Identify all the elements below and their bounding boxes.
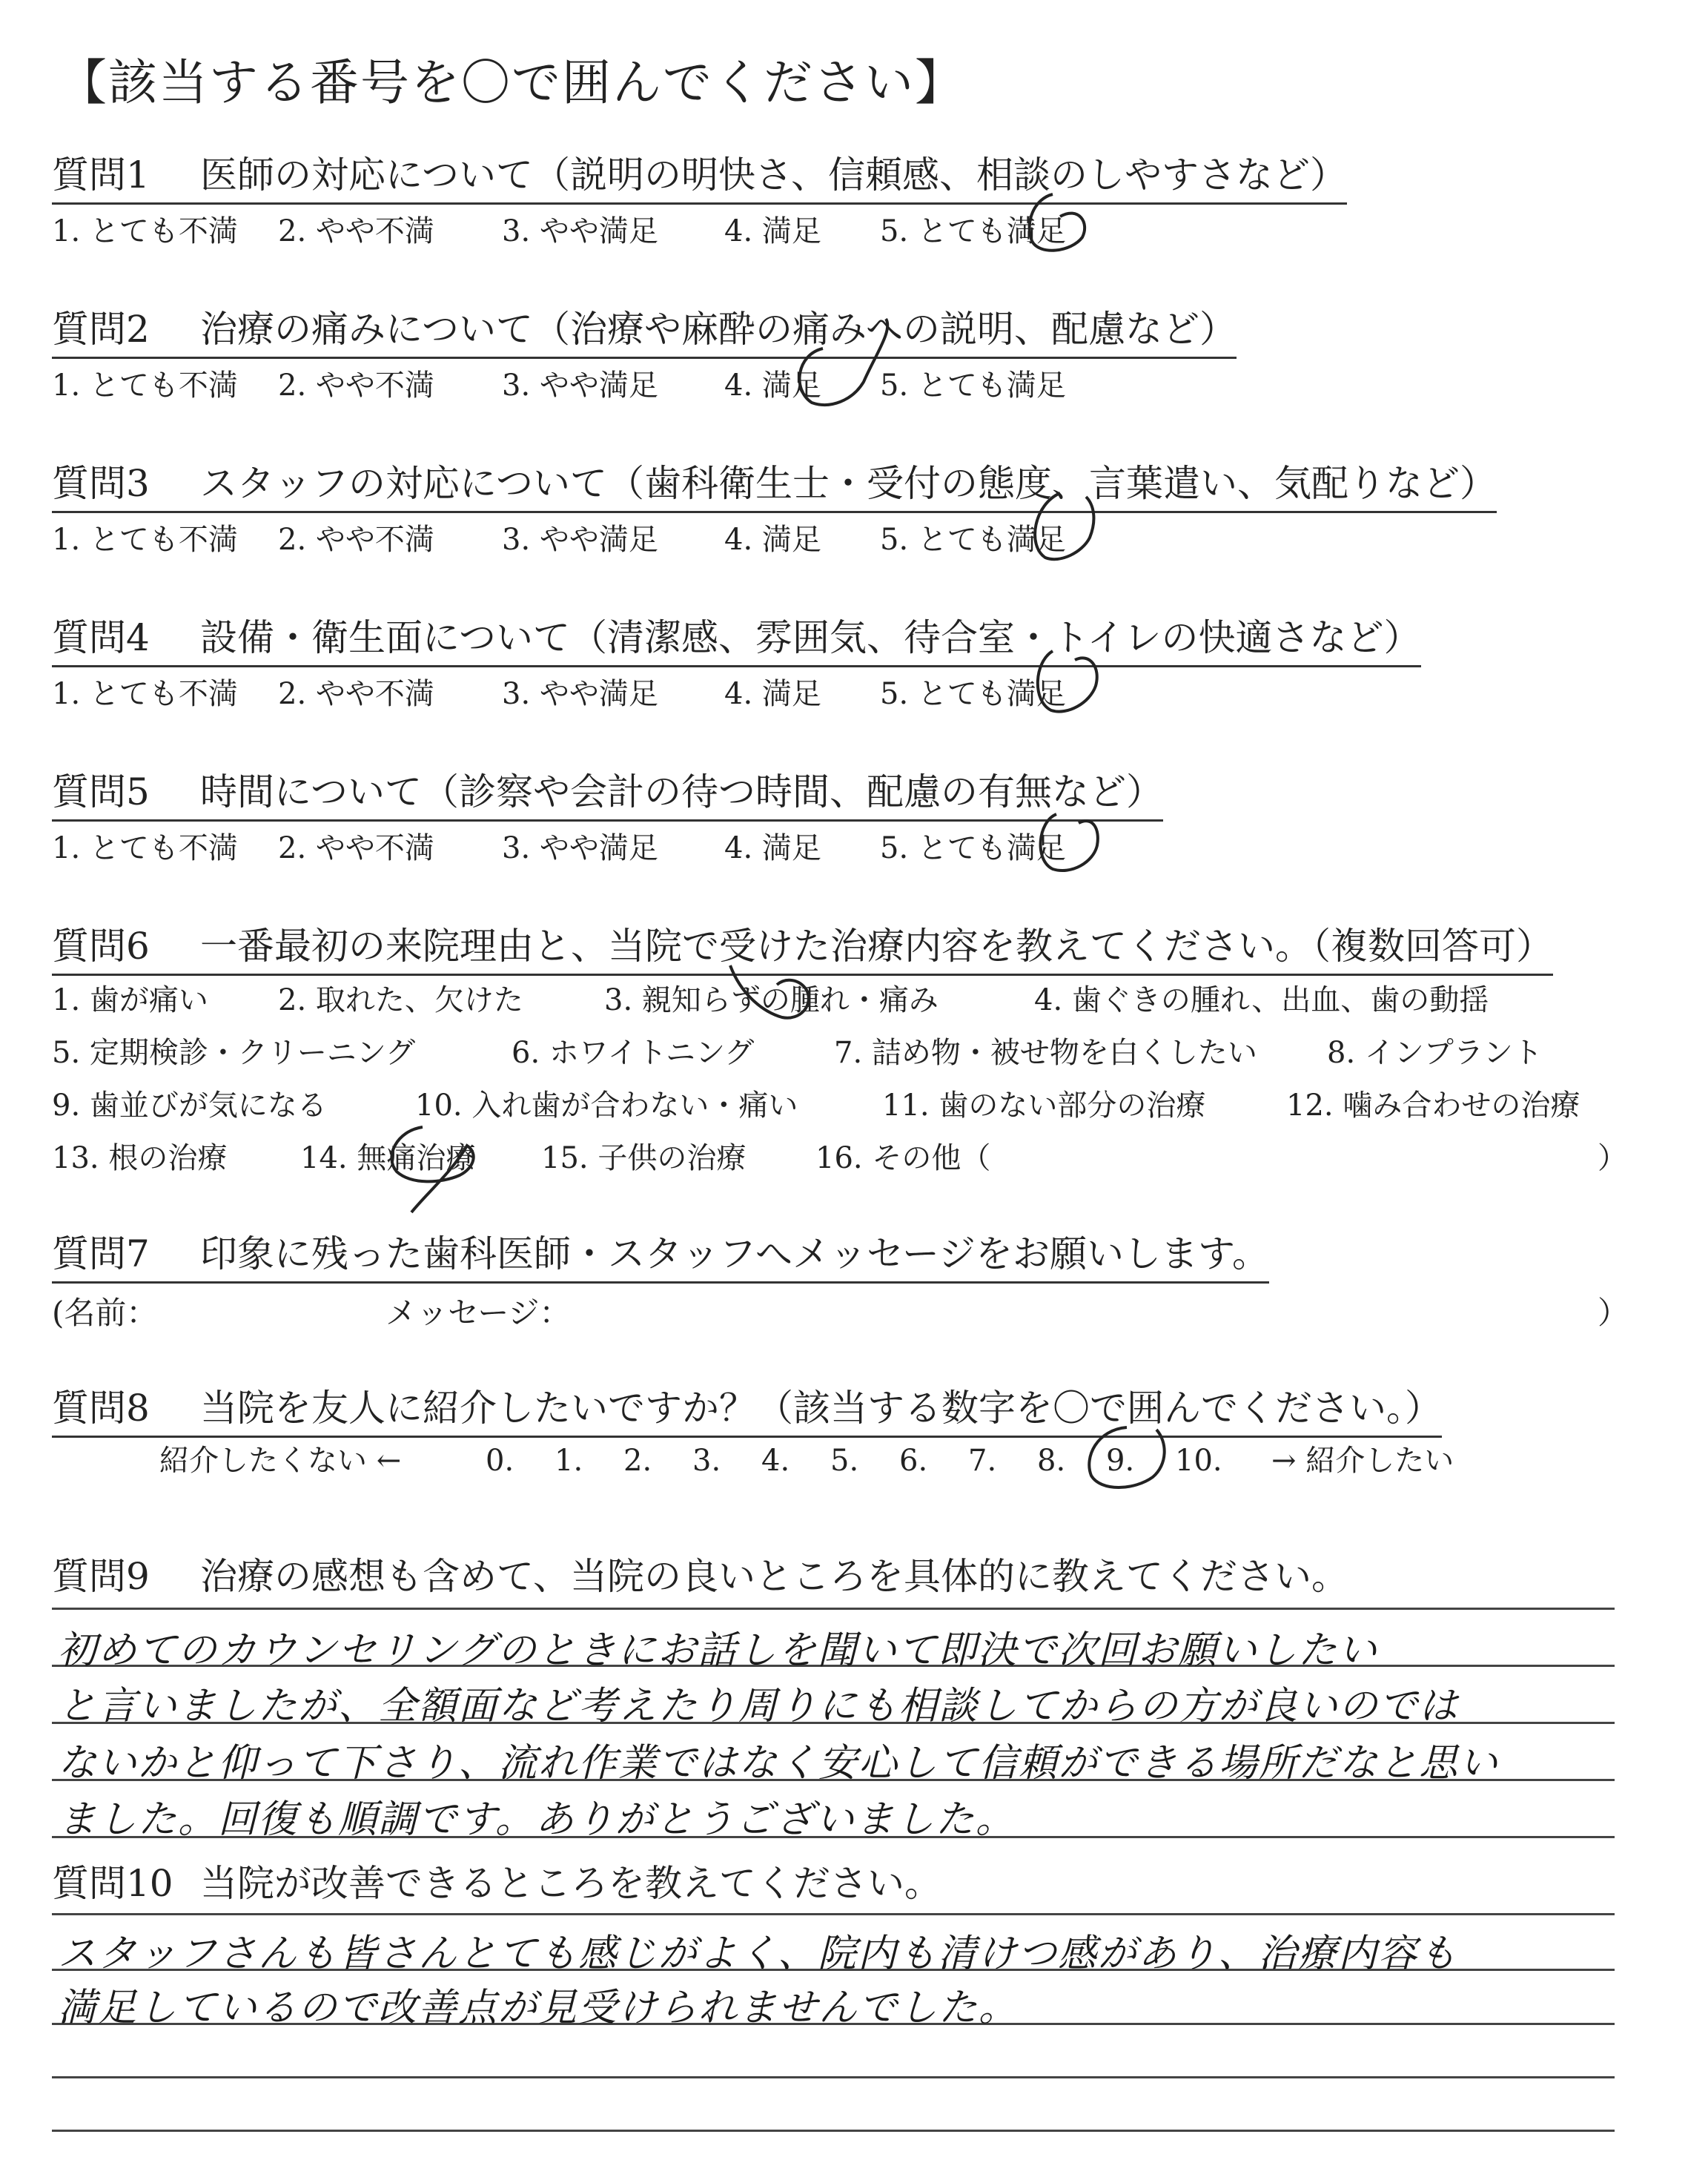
q5-heading	[52, 769, 1163, 822]
q8-score-0[interactable]: 0.	[486, 1444, 514, 1478]
q2-option-4[interactable]: 4. 満足	[724, 369, 821, 403]
q1-heading	[52, 152, 1347, 205]
q3-option-5[interactable]: 5. とても満足	[880, 523, 1066, 557]
q3-options	[52, 521, 1066, 558]
q1-option-3[interactable]: 3. やや満足	[502, 214, 658, 248]
q4-number: 質問4	[52, 616, 150, 659]
q6-option-14[interactable]: 14. 無痛治療	[300, 1141, 476, 1175]
q6-heading	[52, 923, 1553, 976]
q10-line-3	[52, 2076, 1615, 2078]
q4-option-1[interactable]: 1. とても不満	[52, 677, 238, 711]
q10-text: 当院が改善できるところを教えてください。	[200, 1862, 941, 1905]
q6-option-15[interactable]: 15. 子供の治療	[541, 1141, 747, 1175]
q6-option-2[interactable]: 2. 取れた、欠けた	[278, 983, 523, 1017]
q5-option-3[interactable]: 3. やや満足	[502, 831, 658, 865]
q4-option-3[interactable]: 3. やや満足	[502, 677, 658, 711]
q7-close: ）	[1598, 1295, 1629, 1331]
q6-option-4[interactable]: 4. 歯ぐきの腫れ、出血、歯の動揺	[1034, 983, 1489, 1017]
q4-text: 設備・衛生面について（清潔感、雰囲気、待合室・トイレの快適さなど）	[200, 616, 1421, 659]
q2-option-5[interactable]: 5. とても満足	[880, 369, 1066, 403]
q4-heading	[52, 615, 1421, 667]
q9-heading	[52, 1547, 1348, 1600]
q7-text: 印象に残った歯科医師・スタッフへメッセージをお願いします。	[200, 1232, 1269, 1275]
q3-option-2[interactable]: 2. やや不満	[278, 523, 434, 557]
q7-name-label: (名前：	[52, 1295, 158, 1331]
q2-text: 治療の痛みについて（治療や麻酔の痛みへの説明、配慮など）	[200, 308, 1237, 351]
q3-option-3[interactable]: 3. やや満足	[502, 523, 658, 557]
q2-option-3[interactable]: 3. やや満足	[502, 369, 658, 403]
q6-option-9[interactable]: 9. 歯並びが気になる	[52, 1089, 327, 1123]
q6-option-5[interactable]: 5. 定期検診・クリーニング	[52, 1036, 416, 1070]
q10-answer-line-2[interactable]: 満足しているので改善点が見受けられませんでした。	[58, 1986, 1019, 2030]
q6-option-3[interactable]: 3. 親知らずの腫れ・痛み	[604, 983, 939, 1017]
q8-score-2[interactable]: 2.	[623, 1444, 652, 1478]
q8-scale	[159, 1442, 1454, 1479]
q7-message-label: メッセージ：	[385, 1295, 571, 1331]
q9-answer-line-4[interactable]: ました。回復も順調です。ありがとうございました。	[58, 1797, 1016, 1842]
q6-option-7[interactable]: 7. 詰め物・被せ物を白くしたい	[834, 1036, 1257, 1070]
q6-option-16[interactable]: 16. その他（	[815, 1141, 991, 1175]
q5-option-1[interactable]: 1. とても不満	[52, 831, 238, 865]
q10-line-4	[52, 2130, 1615, 2132]
q6-option-1[interactable]: 1. 歯が痛い	[52, 983, 208, 1017]
q8-text: 当院を友人に紹介したいですか？（該当する数字を〇で囲んでください。）	[200, 1387, 1442, 1430]
q6-option-8[interactable]: 8. インプラント	[1327, 1036, 1543, 1070]
q1-option-4[interactable]: 4. 満足	[724, 214, 821, 248]
q3-heading	[52, 460, 1497, 513]
q8-score-3[interactable]: 3.	[692, 1444, 721, 1478]
q4-option-4[interactable]: 4. 満足	[724, 677, 821, 711]
q1-text: 医師の対応について（説明の明快さ、信頼感、相談のしやすさなど）	[200, 153, 1347, 196]
q8-score-5[interactable]: 5.	[830, 1444, 859, 1478]
q5-option-2[interactable]: 2. やや不満	[278, 831, 434, 865]
q5-number: 質問5	[52, 770, 150, 813]
q9-answer-line-3[interactable]: ないかと仰って下さり、流れ作業ではなく安心して信頼ができる場所だなと思い	[58, 1741, 1500, 1786]
q2-number: 質問2	[52, 308, 150, 351]
q6-option-11[interactable]: 11. 歯のない部分の治療	[882, 1089, 1206, 1123]
q3-number: 質問3	[52, 462, 150, 505]
q1-option-2[interactable]: 2. やや不満	[278, 214, 434, 248]
q2-heading	[52, 306, 1237, 359]
q4-option-2[interactable]: 2. やや不満	[278, 677, 434, 711]
q4-option-5[interactable]: 5. とても満足	[880, 677, 1066, 711]
q2-option-2[interactable]: 2. やや不満	[278, 369, 434, 403]
q8-score-7[interactable]: 7.	[968, 1444, 997, 1478]
q8-score-4[interactable]: 4.	[761, 1444, 790, 1478]
q1-number: 質問1	[52, 153, 150, 196]
q6-option-13[interactable]: 13. 根の治療	[52, 1141, 228, 1175]
q5-option-4[interactable]: 4. 満足	[724, 831, 821, 865]
q1-option-1[interactable]: 1. とても不満	[52, 214, 238, 248]
q6-other-close: ）	[1598, 1141, 1627, 1175]
q9-number: 質問9	[52, 1555, 150, 1598]
q8-score-6[interactable]: 6.	[899, 1444, 928, 1478]
q10-line-top	[52, 1913, 1615, 1915]
q9-answer-line-2[interactable]: と言いましたが、全額面など考えたり周りにも相談してからの方が良いのでは	[58, 1684, 1460, 1728]
q2-option-1[interactable]: 1. とても不満	[52, 369, 238, 403]
q8-left-label: 紹介したくない ←	[159, 1444, 402, 1478]
q6-option-6[interactable]: 6. ホワイトニング	[512, 1036, 755, 1070]
q5-options	[52, 830, 1066, 867]
q2-options	[52, 367, 1066, 404]
q6-number: 質問6	[52, 925, 150, 968]
page-title: 【該当する番号を〇で囲んでください】	[58, 54, 965, 111]
q5-text: 時間について（診察や会計の待つ時間、配慮の有無など）	[200, 770, 1163, 813]
q6-option-10[interactable]: 10. 入れ歯が合わない・痛い	[415, 1089, 798, 1123]
q8-score-1[interactable]: 1.	[555, 1444, 583, 1478]
q8-right-label: → 紹介したい	[1271, 1444, 1454, 1478]
q9-answer-line-1[interactable]: 初めてのカウンセリングのときにお話しを聞いて即決で次回お願いしたい	[58, 1628, 1378, 1673]
q8-score-9[interactable]: 9.	[1106, 1444, 1135, 1478]
q6-option-12[interactable]: 12. 噛み合わせの治療	[1286, 1089, 1580, 1123]
q7-heading	[52, 1231, 1269, 1284]
q9-text: 治療の感想も含めて、当院の良いところを具体的に教えてください。	[200, 1555, 1348, 1598]
q4-options	[52, 676, 1066, 713]
q8-heading	[52, 1385, 1442, 1438]
q3-option-1[interactable]: 1. とても不満	[52, 523, 238, 557]
q8-number: 質問8	[52, 1387, 150, 1430]
q10-heading	[52, 1854, 941, 1907]
q10-answer-line-1[interactable]: スタッフさんも皆さんとても感じがよく、院内も清けつ感があり、治療内容も	[58, 1932, 1458, 1976]
q8-score-8[interactable]: 8.	[1037, 1444, 1066, 1478]
q5-option-5[interactable]: 5. とても満足	[880, 831, 1066, 865]
q3-option-4[interactable]: 4. 満足	[724, 523, 821, 557]
q6-text: 一番最初の来院理由と、当院で受けた治療内容を教えてください。（複数回答可）	[200, 925, 1553, 968]
q1-option-5[interactable]: 5. とても満足	[880, 214, 1066, 248]
q7-number: 質問7	[52, 1232, 150, 1275]
q3-text: スタッフの対応について（歯科衛生士・受付の態度、言葉遣い、気配りなど）	[200, 462, 1497, 505]
q10-number: 質問10	[52, 1862, 173, 1905]
q8-score-10[interactable]: 10.	[1175, 1444, 1222, 1478]
q1-options	[52, 213, 1066, 250]
q9-line-top	[52, 1608, 1615, 1610]
